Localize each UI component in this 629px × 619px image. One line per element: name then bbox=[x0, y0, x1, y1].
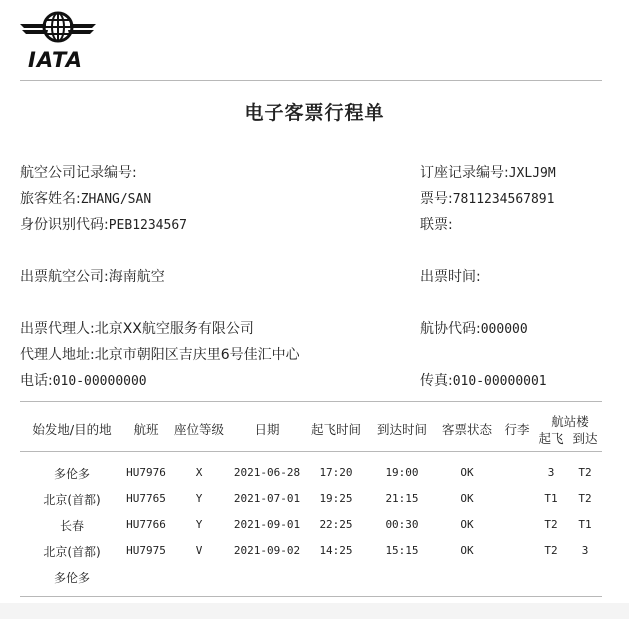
divider-top bbox=[20, 80, 602, 81]
coupon-field bbox=[420, 214, 453, 234]
header-depart: 起飞时间 bbox=[310, 422, 361, 437]
row-date: 2021-06-28 bbox=[233, 466, 301, 479]
header-flight: 航班 bbox=[133, 422, 159, 437]
id-code-field bbox=[20, 214, 187, 234]
issuing-airline-value: 海南航空 bbox=[108, 269, 165, 285]
fax-value: 010-00000001 bbox=[452, 374, 547, 389]
row-flight: HU7765 bbox=[126, 492, 166, 505]
row-class: X bbox=[195, 466, 203, 479]
phone-value: 010-00000000 bbox=[52, 374, 147, 389]
row-route: 北京(首都) bbox=[43, 493, 101, 507]
row-depart: 19:25 bbox=[319, 492, 353, 505]
row-terminal-arrive: 3 bbox=[581, 544, 589, 557]
booking-ref-value: JXLJ9M bbox=[508, 166, 556, 181]
id-code-value: PEB1234567 bbox=[108, 218, 187, 233]
ticket-number-field bbox=[420, 188, 554, 208]
header-baggage: 行李 bbox=[504, 422, 530, 437]
iata-code-value: 000000 bbox=[480, 322, 528, 337]
passenger-name-field bbox=[20, 188, 151, 208]
iata-code-field bbox=[420, 318, 528, 338]
row-date: 2021-09-02 bbox=[233, 544, 301, 557]
row-arrive: 21:15 bbox=[385, 492, 419, 505]
row-terminal-arrive: T2 bbox=[578, 466, 592, 479]
row-terminal-arrive: T2 bbox=[578, 492, 592, 505]
ticket-number-label: 票号: bbox=[420, 191, 453, 207]
footer-band bbox=[0, 603, 629, 619]
header-arrive: 到达时间 bbox=[376, 422, 427, 437]
row-date: 2021-07-01 bbox=[233, 492, 301, 505]
issue-time-field bbox=[420, 266, 481, 286]
final-destination: 多伦多 bbox=[53, 571, 90, 585]
row-date: 2021-09-01 bbox=[233, 518, 301, 531]
document-title: 电子客票行程单 bbox=[244, 102, 385, 124]
header-terminal-arrive: 到达 bbox=[572, 431, 598, 446]
issue-time-label: 出票时间: bbox=[420, 269, 481, 285]
passenger-name-value: ZHANG/SAN bbox=[80, 192, 152, 207]
divider-table-header bbox=[20, 451, 602, 452]
row-class: V bbox=[195, 544, 203, 557]
fax-label: 传真: bbox=[420, 373, 453, 389]
issuing-airline-field bbox=[20, 266, 165, 286]
row-flight: HU7976 bbox=[126, 466, 166, 479]
passenger-name-label: 旅客姓名: bbox=[20, 191, 81, 207]
iata-logo bbox=[20, 8, 96, 72]
agent-field bbox=[20, 318, 254, 338]
row-terminal-depart: 3 bbox=[547, 466, 555, 479]
booking-ref-label: 订座记录编号: bbox=[420, 165, 509, 181]
airline-record-field bbox=[20, 162, 137, 182]
row-status: OK bbox=[460, 518, 474, 531]
header-route: 始发地/目的地 bbox=[32, 422, 112, 437]
id-code-label: 身份识别代码: bbox=[20, 217, 109, 233]
iata-code-label: 航协代码: bbox=[420, 321, 481, 337]
phone-field bbox=[20, 370, 147, 390]
agent-address-value: 北京市朝阳区吉庆里6号佳汇中心 bbox=[94, 347, 300, 363]
header-date: 日期 bbox=[254, 422, 280, 437]
agent-address-label: 代理人地址: bbox=[20, 347, 95, 363]
row-route: 多伦多 bbox=[53, 467, 90, 481]
row-depart: 14:25 bbox=[319, 544, 353, 557]
row-class: Y bbox=[195, 518, 203, 531]
fax-field bbox=[420, 370, 547, 390]
row-route: 北京(首都) bbox=[43, 545, 101, 559]
row-depart: 17:20 bbox=[319, 466, 353, 479]
agent-value: 北京XX航空服务有限公司 bbox=[94, 321, 254, 337]
divider-bottom bbox=[20, 596, 602, 597]
row-terminal-depart: T2 bbox=[544, 544, 558, 557]
agent-label: 出票代理人: bbox=[20, 321, 95, 337]
row-status: OK bbox=[460, 466, 474, 479]
row-depart: 22:25 bbox=[319, 518, 353, 531]
row-arrive: 19:00 bbox=[385, 466, 419, 479]
row-terminal-arrive: T1 bbox=[578, 518, 592, 531]
row-class: Y bbox=[195, 492, 203, 505]
phone-label: 电话: bbox=[20, 373, 53, 389]
header-terminal: 航站楼 bbox=[551, 414, 589, 429]
booking-ref-field bbox=[420, 162, 556, 182]
row-terminal-depart: T2 bbox=[544, 518, 558, 531]
divider-table-top bbox=[20, 401, 602, 402]
coupon-label: 联票: bbox=[420, 217, 453, 233]
row-terminal-depart: T1 bbox=[544, 492, 558, 505]
header-terminal-depart: 起飞 bbox=[538, 431, 564, 446]
header-class: 座位等级 bbox=[173, 422, 224, 437]
issuing-airline-label: 出票航空公司: bbox=[20, 269, 109, 285]
row-status: OK bbox=[460, 544, 474, 557]
globe-wings-icon bbox=[20, 8, 96, 50]
airline-record-label: 航空公司记录编号: bbox=[20, 165, 137, 181]
ticket-number-value: 7811234567891 bbox=[452, 192, 555, 207]
agent-address-field bbox=[20, 344, 300, 364]
row-flight: HU7766 bbox=[126, 518, 166, 531]
row-flight: HU7975 bbox=[126, 544, 166, 557]
header-status: 客票状态 bbox=[441, 422, 492, 437]
row-arrive: 00:30 bbox=[385, 518, 419, 531]
row-route: 长春 bbox=[59, 519, 84, 533]
row-status: OK bbox=[460, 492, 474, 505]
row-arrive: 15:15 bbox=[385, 544, 419, 557]
logo-text: IATA bbox=[28, 48, 84, 72]
